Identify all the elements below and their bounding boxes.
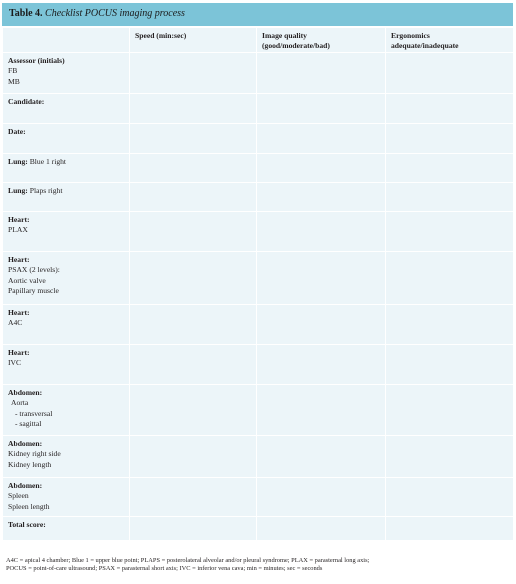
image-quality-cell[interactable] xyxy=(257,436,386,478)
ergonomics-cell[interactable] xyxy=(386,345,514,385)
checklist-table xyxy=(2,27,514,541)
row-heading: Heart: xyxy=(8,308,30,317)
row-label-candidate xyxy=(3,94,130,124)
row-line: PLAX xyxy=(8,225,28,235)
ergonomics-cell[interactable] xyxy=(386,252,514,305)
row-heading: Lung: xyxy=(8,186,28,195)
row-line: MB xyxy=(8,76,20,86)
row-line: - transversal xyxy=(15,408,53,418)
row-line: Spleen xyxy=(8,491,29,501)
row-line: Aorta xyxy=(11,398,29,408)
image-quality-cell[interactable] xyxy=(257,517,386,541)
image-quality-cell[interactable] xyxy=(257,94,386,124)
ergonomics-cell[interactable] xyxy=(386,94,514,124)
row-label-heart-plax xyxy=(3,212,130,252)
ergonomics-cell[interactable] xyxy=(386,53,514,94)
header-row xyxy=(3,28,514,53)
row-line: Aortic valve xyxy=(8,275,46,285)
image-quality-cell[interactable] xyxy=(257,124,386,154)
speed-cell[interactable] xyxy=(130,478,257,517)
table-row xyxy=(3,124,514,154)
table-row xyxy=(3,183,514,212)
row-heading-inline xyxy=(8,186,124,196)
row-heading: Abdomen: xyxy=(8,481,43,490)
header-cell-speed xyxy=(130,28,257,53)
speed-cell[interactable] xyxy=(130,53,257,94)
speed-cell[interactable] xyxy=(130,252,257,305)
table-name: Checklist POCUS imaging process xyxy=(45,8,185,19)
header-cell-image-quality xyxy=(257,28,386,53)
table-row xyxy=(3,436,514,478)
speed-cell[interactable] xyxy=(130,436,257,478)
header-cell-item xyxy=(3,28,130,53)
header-ergonomics-line1: Ergonomics xyxy=(391,31,430,40)
table-row xyxy=(3,385,514,436)
row-label-heart-psax xyxy=(3,252,130,305)
row-heading: Assessor (initials) xyxy=(8,56,65,65)
image-quality-cell[interactable] xyxy=(257,53,386,94)
image-quality-cell[interactable] xyxy=(257,183,386,212)
image-quality-cell[interactable] xyxy=(257,345,386,385)
row-line: - sagittal xyxy=(15,419,42,429)
row-suffix: Plaps right xyxy=(27,186,63,195)
speed-cell[interactable] xyxy=(130,517,257,541)
ergonomics-cell[interactable] xyxy=(386,385,514,436)
row-line: Kidney right side xyxy=(8,449,61,459)
footnote-line: A4C = apical 4 chamber; Blue 1 = upper blue point; PLAPS = posterolateral alveolar and/or pleural syndrome; PLAX = parasternal long axis; xyxy=(6,557,370,564)
table-row xyxy=(3,252,514,305)
header-cell-ergonomics xyxy=(386,28,514,53)
speed-cell[interactable] xyxy=(130,345,257,385)
row-label-lung-blue1 xyxy=(3,154,130,183)
header-quality-line1: Image quality xyxy=(262,31,307,40)
image-quality-cell[interactable] xyxy=(257,478,386,517)
row-heading: Abdomen: xyxy=(8,388,43,397)
ergonomics-cell[interactable] xyxy=(386,478,514,517)
ergonomics-cell[interactable] xyxy=(386,212,514,252)
row-line: Papillary muscle xyxy=(8,286,59,296)
row-heading: Abdomen: xyxy=(8,439,43,448)
row-label-abdomen-aorta xyxy=(3,385,130,436)
row-label-assessor xyxy=(3,53,130,94)
row-heading: Total score: xyxy=(8,520,46,529)
table-row xyxy=(3,305,514,345)
table-title xyxy=(2,3,513,26)
row-line: A4C xyxy=(8,318,23,328)
ergonomics-cell[interactable] xyxy=(386,124,514,154)
speed-cell[interactable] xyxy=(130,212,257,252)
image-quality-cell[interactable] xyxy=(257,252,386,305)
row-heading: Heart: xyxy=(8,215,30,224)
table-row xyxy=(3,345,514,385)
ergonomics-cell[interactable] xyxy=(386,436,514,478)
speed-cell[interactable] xyxy=(130,385,257,436)
row-label-heart-ivc xyxy=(3,345,130,385)
footnote-line: POCUS = point-of-care ultrasound; PSAX = parasternal short axis; IVC = inferior vena cava; min = minutes; sec = seconds xyxy=(6,565,323,573)
header-ergonomics-line2: adequate/inadequate xyxy=(391,41,459,51)
row-heading: Heart: xyxy=(8,348,30,357)
row-label-abdomen-kidney xyxy=(3,436,130,478)
ergonomics-cell[interactable] xyxy=(386,305,514,345)
row-label-date xyxy=(3,124,130,154)
table-row xyxy=(3,94,514,124)
ergonomics-cell[interactable] xyxy=(386,154,514,183)
image-quality-cell[interactable] xyxy=(257,385,386,436)
row-label-total-score xyxy=(3,517,130,541)
table-row xyxy=(3,517,514,541)
image-quality-cell[interactable] xyxy=(257,212,386,252)
row-line: FB xyxy=(8,66,18,76)
ergonomics-cell[interactable] xyxy=(386,183,514,212)
header-speed-line: Speed (min:sec) xyxy=(135,31,187,40)
table-row xyxy=(3,478,514,517)
row-label-abdomen-spleen xyxy=(3,478,130,517)
speed-cell[interactable] xyxy=(130,154,257,183)
row-heading: Date: xyxy=(8,127,26,136)
row-label-heart-a4c xyxy=(3,305,130,345)
speed-cell[interactable] xyxy=(130,94,257,124)
speed-cell[interactable] xyxy=(130,124,257,154)
table-row xyxy=(3,53,514,94)
row-line: Kidney length xyxy=(8,459,52,469)
image-quality-cell[interactable] xyxy=(257,305,386,345)
speed-cell[interactable] xyxy=(130,183,257,212)
row-line: IVC xyxy=(8,358,22,368)
row-line: Spleen length xyxy=(8,501,50,511)
row-line: PSAX (2 levels): xyxy=(8,265,60,275)
row-heading-inline xyxy=(8,157,124,167)
row-label-lung-plaps xyxy=(3,183,130,212)
row-heading: Candidate: xyxy=(8,97,45,106)
row-suffix: Blue 1 right xyxy=(27,157,67,166)
table-row xyxy=(3,154,514,183)
row-heading: Lung: xyxy=(8,157,28,166)
table-row xyxy=(3,212,514,252)
ergonomics-cell[interactable] xyxy=(386,517,514,541)
speed-cell[interactable] xyxy=(130,305,257,345)
table-number: Table 4. xyxy=(9,8,43,19)
image-quality-cell[interactable] xyxy=(257,154,386,183)
row-heading: Heart: xyxy=(8,255,30,264)
table-footnote xyxy=(6,557,511,573)
header-quality-line2: (good/moderate/bad) xyxy=(262,41,330,51)
